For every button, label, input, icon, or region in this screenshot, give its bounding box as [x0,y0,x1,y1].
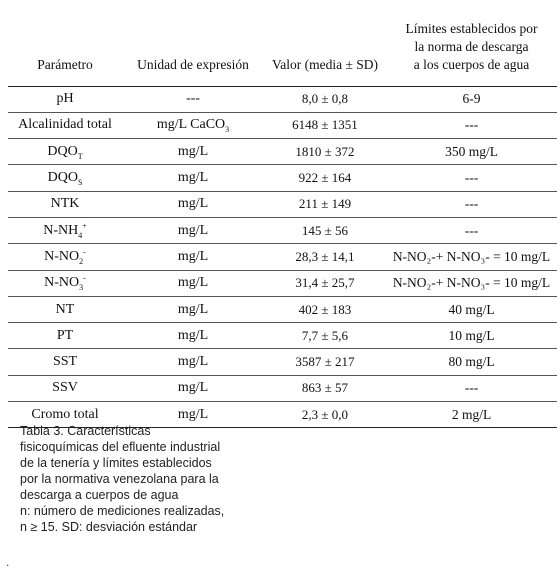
cell-valor [264,270,386,296]
table-row [8,217,557,243]
cell-unidad-text: mg/L [177,222,209,238]
cell-parametro-text: pH [56,91,74,107]
cell-limite [386,375,557,401]
cell-valor [264,375,386,401]
cell-valor-text: 145 ± 56 [301,222,349,238]
cell-unidad [122,217,264,243]
cell-unidad [122,165,264,191]
cell-valor [264,244,386,270]
table-body [8,86,557,428]
cell-parametro [8,296,122,322]
cell-parametro-text: N-NH [43,222,79,238]
cell-limite-text: --- [464,380,479,396]
cell-limite-text: 6-9 [462,91,481,107]
cell-unidad [122,349,264,375]
cell-limite [386,270,557,296]
parametro-superscript: - [83,273,86,283]
cell-parametro [8,349,122,375]
cell-parametro [8,217,122,243]
cell-limite [386,165,557,191]
cell-unidad-text: mg/L [177,170,209,186]
table-row [8,86,557,112]
header-limites [386,14,557,86]
cell-limite [386,139,557,165]
parametro-subscript: 3 [79,283,84,293]
cell-parametro-text: N-NO [44,248,80,264]
cell-limite [386,296,557,322]
parametro-subscript: S [77,177,83,187]
cell-parametro [8,191,122,217]
cell-valor-text: 863 ± 57 [301,380,349,396]
cell-parametro [8,244,122,270]
cell-parametro-text: NT [55,301,75,317]
table-caption [20,423,230,535]
cell-unidad [122,139,264,165]
cell-unidad-text: --- [186,91,200,107]
cell-limite-text: N-NO₂-+ N-NO₃- = 10 mg/L [392,275,551,291]
table-row [8,323,557,349]
caption-text: Tabla 3. Características fisicoquímicas del efluente industrial de la tenería y límites establecidos por la normativa venezolana para la descarga a cuerpos de agua [20,424,221,502]
cell-valor-text: 1810 ± 372 [295,143,355,159]
cell-limite [386,112,557,138]
cell-limite-text: 10 mg/L [448,327,495,343]
cell-unidad [122,112,264,138]
header-parametro: Parámetro [8,14,122,86]
cell-parametro-text: SST [52,354,78,370]
cell-limite [386,191,557,217]
cell-limite-text: --- [464,222,479,238]
cell-unidad-text: mg/L [177,196,209,212]
cell-parametro-text: NTK [50,196,80,212]
header-valor: Valor (media ± SD) [264,14,386,86]
table-row [8,270,557,296]
cell-unidad-text: mg/L [177,327,209,343]
table-row [8,191,557,217]
cell-unidad [122,270,264,296]
cell-parametro-text: PT [56,327,74,343]
cell-valor [264,296,386,322]
parametro-subscript: 4 [78,230,83,240]
table-row [8,112,557,138]
cell-parametro-text: Cromo total [31,406,99,422]
table-row [8,349,557,375]
cell-valor [264,402,386,428]
cell-parametro-text: Alcalinidad total [18,117,112,133]
header-unidad: Unidad de expresión [122,14,264,86]
data-table-container [8,14,557,428]
parametro-subscript: T [77,151,83,161]
cell-unidad-text: mg/L [177,301,209,317]
table-row [8,375,557,401]
cell-unidad [122,86,264,112]
cell-unidad-text: mg/L [177,380,209,396]
parametro-subscript: 2 [79,256,84,266]
cell-valor-text: 6148 ± 1351 [292,117,358,133]
cell-unidad-text: mg/L [177,354,209,370]
cell-unidad-text: mg/L [177,406,209,422]
header-limites-line1: Límites establecidos por [405,20,538,36]
cell-valor-text: 922 ± 164 [298,170,352,186]
cell-limite-text: --- [464,170,479,186]
cell-valor-text: 28,3 ± 14,1 [295,248,355,264]
table-row [8,244,557,270]
cell-unidad [122,191,264,217]
cell-parametro [8,139,122,165]
cell-valor-text: 402 ± 183 [298,301,352,317]
cell-valor [264,349,386,375]
cell-limite-text: 2 mg/L [451,406,492,422]
header-limites-line3: a los cuerpos de agua [413,56,530,72]
table-row [8,165,557,191]
cell-unidad-text: mg/L [177,248,209,264]
cell-parametro-text: SSV [52,380,78,396]
cell-unidad [122,244,264,270]
cell-parametro [8,165,122,191]
cell-limite-text: 80 mg/L [448,354,495,370]
cell-valor [264,86,386,112]
cell-valor [264,165,386,191]
cell-parametro-text: N-NO [44,275,80,291]
cell-limite-text: 350 mg/L [445,143,498,159]
cell-limite [386,86,557,112]
cell-valor-text: 31,4 ± 25,7 [295,275,355,291]
cell-valor-text: 211 ± 149 [298,196,352,212]
table-row [8,139,557,165]
cell-unidad [122,323,264,349]
header-limites-line2: la norma de descarga [414,38,529,54]
cell-unidad-text: mg/L [177,143,209,159]
cell-limite [386,217,557,243]
cell-limite-text: --- [464,117,479,133]
cell-unidad [122,296,264,322]
cell-valor [264,139,386,165]
cell-valor [264,323,386,349]
cell-parametro [8,323,122,349]
cell-limite-text: N-NO₂-+ N-NO₃- = 10 mg/L [392,248,551,264]
cell-parametro [8,86,122,112]
cell-unidad-text: mg/L CaCO [156,117,226,133]
parametro-superscript: - [83,247,86,257]
header-row [8,14,557,86]
cell-limite-text: --- [464,196,479,212]
cell-valor-text: 8,0 ± 0,8 [301,91,349,107]
cell-limite [386,402,557,428]
cell-valor [264,217,386,243]
cell-valor-text: 7,7 ± 5,6 [301,327,349,343]
unidad-subscript: 3 [225,125,230,135]
cell-parametro [8,270,122,296]
cell-valor-text: 3587 ± 217 [295,354,355,370]
cell-valor [264,112,386,138]
cell-parametro [8,375,122,401]
cell-parametro-text: DQO [47,170,78,186]
cell-parametro-text: DQO [47,143,78,159]
cell-unidad-text: mg/L [177,275,209,291]
cell-limite [386,244,557,270]
table-header [8,14,557,86]
effluent-characteristics-table [8,14,557,428]
cell-valor-text: 2,3 ± 0,0 [301,406,349,422]
cell-unidad [122,375,264,401]
stray-mark: . [6,555,10,569]
cell-valor [264,191,386,217]
caption-note: n: número de mediciones realizadas, n ≥ 15. SD: desviación estándar [20,504,225,534]
table-row [8,296,557,322]
parametro-superscript: + [82,220,87,230]
cell-limite-text: 40 mg/L [448,301,495,317]
cell-limite [386,323,557,349]
cell-limite [386,349,557,375]
cell-parametro [8,112,122,138]
